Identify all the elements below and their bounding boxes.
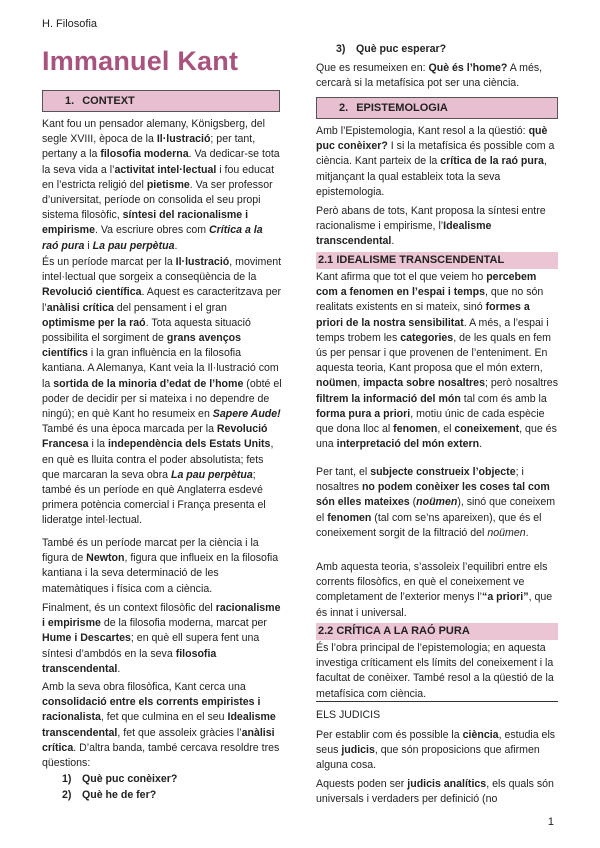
body-text: Per establir com és possible la: [316, 729, 463, 741]
section-heading-context: [42, 90, 280, 112]
body-text: Amb la seva obra filosòfica, Kant cerca una: [42, 681, 246, 693]
body-text: , que són proposicions que afirmen alguna cosa.: [316, 744, 540, 772]
body-text: Kant afirma que tot el que veiem ho: [316, 271, 487, 283]
emphasis-text: Revolució Francesa: [42, 423, 268, 451]
emphasis-text: no podem conèixer les coses tal com són elles mateixes: [316, 481, 550, 509]
page-number: 1: [547, 816, 554, 828]
emphasis-text: anàlisi crítica: [42, 726, 275, 754]
emphasis-text: formes a priori de la nostra sensibilitat: [316, 301, 530, 329]
emphasis-text: “a priori”: [482, 591, 529, 604]
body-text: .: [525, 526, 529, 539]
body-text: .: [391, 235, 395, 248]
body-text: ,: [357, 377, 364, 390]
subsection-heading-idealisme: 2.1 IDEALISME TRANSCENDENTAL: [316, 252, 558, 269]
emphasis-text: judicis: [341, 744, 375, 757]
question-text: Què puc esperar?: [356, 43, 447, 55]
question-text: Què puc conèixer?: [82, 773, 178, 785]
body-text: A més, cercarà si la metafísica pot ser una ciència.: [316, 62, 543, 90]
body-text: .: [117, 662, 121, 675]
body-text: També és una època marcada per la: [42, 423, 217, 436]
body-text: i la: [88, 438, 108, 451]
body-text: . D’altra banda, també cercava resoldre tres qüestions:: [42, 741, 280, 770]
body-text: noümen: [487, 526, 526, 539]
paragraph-obra-principal: [316, 641, 558, 702]
body-text: , que és una: [316, 423, 557, 451]
body-text: , de les quals en fem ús per pensar i que provenen de l’enteniment. En aquesta teoria, Kant proposa que el món extern,: [316, 331, 551, 375]
body-text: Que es resumeixen en:: [316, 62, 429, 74]
body-text: És l’obra principal de l’epistemologia; en aquesta investiga críticament els límits del coneixement i la facultat de conèixer. També resol a la qüestió de la metafísica com ciència.: [316, 642, 554, 700]
paragraph-racionalisme: [42, 601, 282, 677]
question-number: 3): [336, 43, 346, 55]
body-text: . Va escriure obres com: [95, 224, 210, 237]
paragraph-judicis-analitics: [316, 777, 558, 807]
body-text: , el: [437, 423, 455, 436]
emphasis-text: interpretació del món extern: [336, 438, 480, 451]
emphasis-text: sortida de la minoria d’edat de l’home: [53, 377, 244, 390]
subsection-heading-critica: 2.2 CRÍTICA A LA RAÓ PURA: [316, 623, 558, 640]
section-number: 1.: [65, 95, 75, 107]
question-number: 1): [62, 773, 72, 785]
emphasis-text: filtrem la informació del món: [316, 392, 461, 405]
emphasis-text: La pau perpètua: [92, 239, 175, 252]
body-text: de la filosofia moderna, marcat per: [100, 617, 267, 630]
emphasis-text: fenomen: [393, 423, 438, 436]
body-text: I si la metafísica és possible com a ciència. Kant parteix de la: [316, 140, 555, 168]
body-text: Per tant, el: [316, 466, 371, 478]
emphasis-text: La pau perpètua: [170, 468, 253, 481]
emphasis-text: consolidació entre els corrents empiristes i racionalista: [42, 696, 261, 724]
emphasis-text: Idealisme transcendental: [316, 220, 492, 248]
emphasis-text: grans avenços científics: [42, 332, 242, 360]
emphasis-text: Què és l’home?: [428, 62, 508, 74]
body-text: , els quals són universals i verdaders per definició (no: [316, 778, 554, 806]
body-text: . A més, a l’espai i temps trobem les: [316, 316, 549, 344]
emphasis-text: noümen: [416, 496, 458, 509]
body-text: ; en què ell supera fent una síntesi d’ambdós en la seva: [42, 632, 260, 660]
paragraph-equilibri: [316, 560, 558, 621]
emphasis-text: impacta sobre nosaltres: [363, 377, 485, 390]
emphasis-text: Newton: [86, 552, 125, 565]
body-text: .: [174, 239, 178, 252]
body-text: Aquests poden ser: [316, 778, 408, 790]
body-text: , fet que assoleix gràcies l’: [117, 726, 242, 739]
question-text: Què he de fer?: [82, 789, 157, 801]
body-text: ), sinó que coneixem el: [316, 496, 556, 524]
question-item: [62, 772, 177, 786]
emphasis-text: percebem com a fenomen en l’espai i temps: [316, 271, 537, 299]
emphasis-text: pietisme: [146, 178, 190, 191]
body-text: També és un període marcat per la ciència i la figura de: [42, 537, 259, 565]
emphasis-text: anàlisi crítica: [46, 301, 114, 314]
body-text: del pensament i el gran: [113, 301, 227, 314]
subheading-els-judicis: ELS JUDICIS: [316, 709, 381, 721]
body-text: , que no són realitats existents en si mateix, sinó: [316, 286, 544, 314]
emphasis-text: judicis analítics: [407, 778, 487, 790]
emphasis-text: síntesi del racionalisme i empirisme: [42, 209, 249, 237]
emphasis-text: forma pura a priori: [316, 407, 411, 420]
body-text: (tal com se’ns apareixen), que és el coneixement sorgit de la filtració del: [316, 511, 542, 539]
body-text: ; també és un període en què Anglaterra esdevé primera potència comercial i França presenta el lideratge intel·lectual.: [42, 468, 266, 527]
body-text: Kant fou un pensador alemany, Königsberg, del segle XVIII, època de la: [42, 118, 266, 146]
body-text: . Tota aquesta situació possibilita el sorgiment de: [42, 316, 251, 345]
emphasis-text: crítica de la raó pura: [440, 155, 544, 168]
body-text: , estudia els seus: [316, 729, 556, 757]
body-text: , mitjançant la qual estableix tota la seva epistemologia.: [316, 155, 547, 198]
emphasis-text: Il·lustració: [175, 256, 230, 268]
emphasis-text: Idealisme transcendental: [42, 711, 276, 739]
body-text: tal com és amb la: [460, 392, 547, 405]
body-text: , moviment intel·lectual que sorgeix a conseqüència de la: [42, 256, 282, 284]
emphasis-text: Sapere Aude!: [212, 408, 281, 421]
body-text: Però abans de tots, Kant proposa la síntesi entre racionalisme i empirisme, l’: [316, 205, 546, 233]
emphasis-text: racionalisme i empirisme: [42, 602, 281, 630]
question-item: [336, 42, 446, 56]
paragraph-illustracio: [42, 255, 282, 529]
paragraph-ciencia: [316, 728, 558, 774]
question-item: [62, 788, 156, 802]
emphasis-text: noümen: [316, 377, 358, 390]
emphasis-text: Hume i Descartes: [42, 632, 131, 645]
body-text: (obté el poder de decidir per si mateixa i no dependre de ningú); en què Kant ho resumeix en: [42, 377, 282, 421]
section-number: 2.: [339, 102, 349, 114]
body-text: i fou educat en l’estricta religió del: [42, 163, 275, 191]
emphasis-text: filosofia moderna: [100, 148, 189, 161]
emphasis-text: activitat intel·lectual: [114, 163, 217, 176]
body-text: Amb l’Epistemologia, Kant resol a la qüestió:: [316, 125, 529, 137]
section-label: EPISTEMOLOGIA: [356, 102, 448, 114]
body-text: i: [84, 239, 93, 252]
paragraph-obra-filosofica: [42, 680, 282, 771]
body-text: i la gran influència en la filosofia kantiana. A Alemanya, Kant veia la Il·lustració com la: [42, 347, 279, 390]
emphasis-text: filosofia transcendental: [42, 647, 217, 675]
question-number: 2): [62, 789, 72, 801]
body-text: ; i nosaltres: [316, 466, 524, 494]
body-text: . Va dedicar-se tota la seva vida a l’: [42, 148, 280, 176]
body-text: És un període marcat per la: [42, 256, 176, 268]
paragraph-epistemologia: [316, 124, 558, 200]
paragraph-intro: [42, 117, 282, 254]
body-text: Finalment, és un context filosòfic del: [42, 602, 216, 614]
body-text: Amb aquesta teoria, s’assoleix l’equilibri entre els corrents filosòfics, en què el coneixement ve completament de l’exterior menys l’: [316, 561, 548, 604]
divider: [316, 701, 558, 702]
paragraph-home: [316, 61, 558, 91]
paragraph-sintesi: [316, 204, 558, 250]
emphasis-text: coneixement: [454, 423, 520, 436]
emphasis-text: categories: [400, 331, 454, 344]
paragraph-newton: [42, 536, 282, 597]
emphasis-text: Revolució científica: [42, 286, 142, 299]
body-text: .: [479, 438, 483, 451]
body-text: . Va ser professor d’universitat, període on consolida el seu propi sistema filosòfic,: [42, 178, 273, 222]
body-text: . Aquest es caracteritzava per l’: [42, 286, 282, 314]
emphasis-text: optimisme per la raó: [42, 316, 146, 329]
emphasis-text: ciència: [462, 729, 499, 741]
body-text: (: [409, 496, 417, 509]
body-text: , figura que influeix en la filosofia kantiana i la seva determinació de les matemàtiques i física com a ciència.: [42, 552, 279, 595]
section-label: CONTEXT: [82, 95, 135, 107]
emphasis-text: independència dels Estats Units: [107, 438, 271, 451]
body-text: , que és innat i universal.: [316, 591, 553, 619]
emphasis-text: què puc conèixer?: [316, 125, 548, 153]
paragraph-subjecte: [316, 465, 558, 541]
emphasis-text: Il·lustració: [156, 133, 211, 146]
emphasis-text: Crítica a la raó pura: [42, 224, 263, 252]
paragraph-fenomen: [316, 270, 558, 452]
page-title: Immanuel Kant: [42, 46, 239, 76]
body-text: , motiu únic de cada espècie que dona lloc al: [316, 407, 545, 436]
section-heading-epistemologia: [316, 97, 558, 119]
body-text: , fet que culmina en el seu: [100, 711, 228, 724]
body-text: ; però nosaltres: [484, 377, 558, 390]
page-header: H. Filosofia: [42, 18, 98, 30]
emphasis-text: fenomen: [327, 511, 372, 524]
body-text: , en què es lluita contra el poder absolutista; fets que marcaran la seva obra: [42, 438, 274, 481]
emphasis-text: subjecte construeix l’objecte: [370, 466, 516, 478]
body-text: ; per tant, pertany a la: [42, 133, 256, 161]
